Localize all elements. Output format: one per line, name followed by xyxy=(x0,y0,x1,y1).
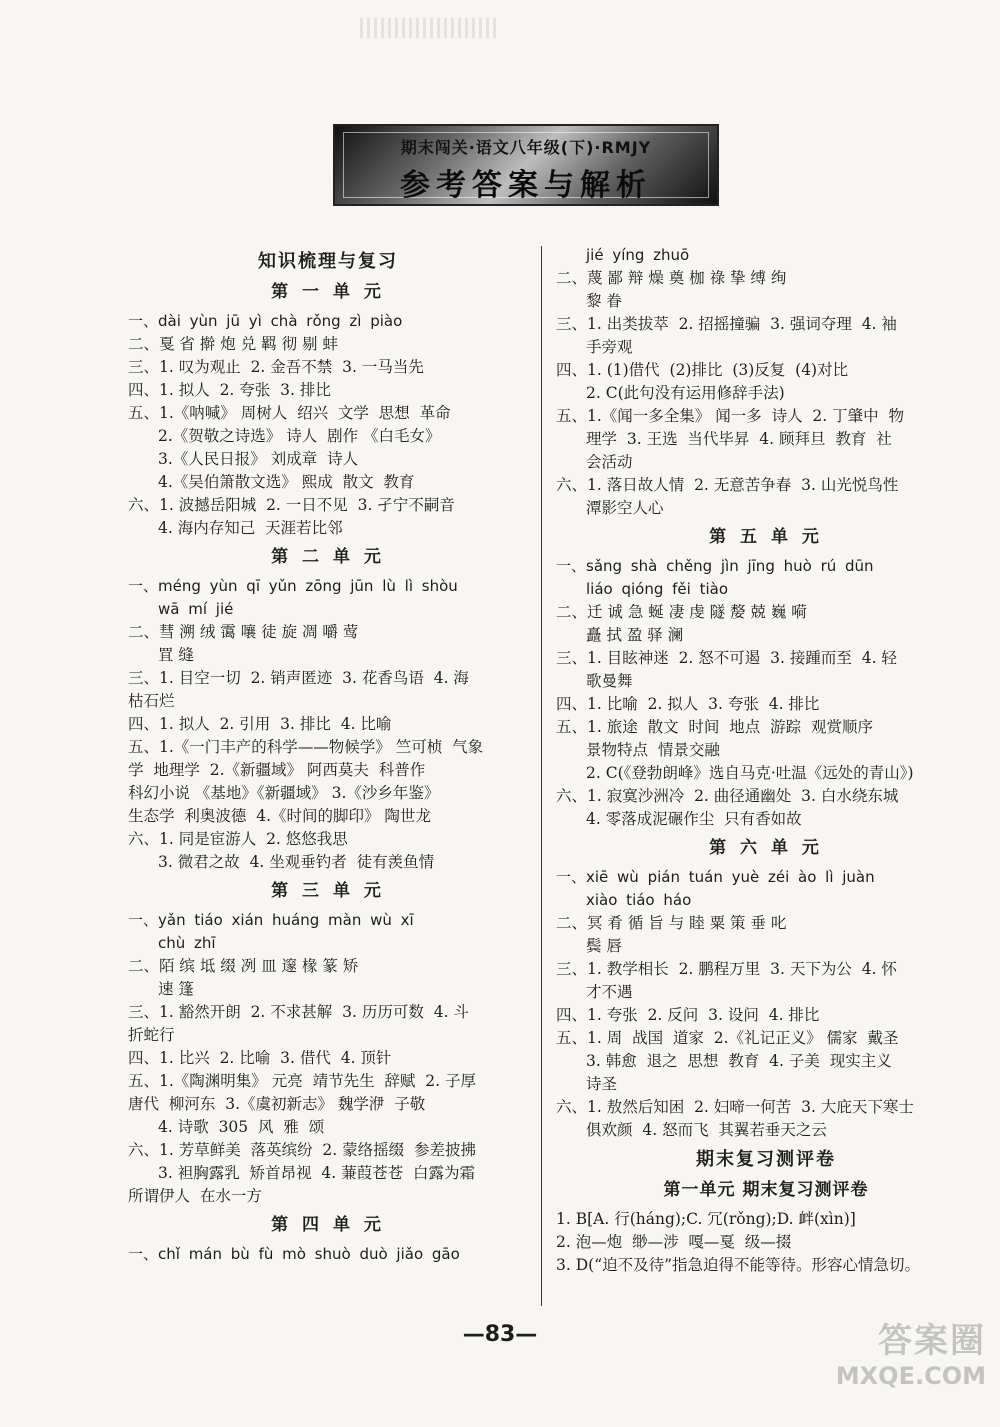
answer-line: 景物特点 情景交融 xyxy=(586,741,720,759)
watermark-logo xyxy=(796,1313,986,1421)
answer-line: 四、1. 比喻 2. 拟人 3. 夸张 4. 排比 xyxy=(556,695,820,713)
unit-title: 第 四 单 元 xyxy=(271,1215,385,1235)
answer-line: 1. B[A. 行(háng);C. 冗(rǒng);D. 衅(xìn)] xyxy=(556,1210,856,1228)
left-column xyxy=(128,244,528,1266)
answer-line: 一、méng yùn qī yǔn zōng jūn lù lì shòu xyxy=(128,577,458,595)
answer-line: 五、1.《一门丰产的科学——物候学》 竺可桢 气象 xyxy=(128,738,484,756)
answer-line: 五、1.《闻一多全集》 闻一多 诗人 2. 丁肇中 物 xyxy=(556,407,904,425)
answer-line: 罝 缝 xyxy=(158,646,194,664)
answer-line: chù zhī xyxy=(158,934,216,952)
scan-artifact xyxy=(360,18,500,38)
answer-line: 四、1. 拟人 2. 夸张 3. 排比 xyxy=(128,381,331,399)
answer-line: 4. 诗歌 305 风 雅 颂 xyxy=(158,1118,325,1136)
answer-line: 科幻小说 《基地》《新疆域》 3.《沙乡年鉴》 xyxy=(128,784,440,802)
answer-line: jié yíng zhuō xyxy=(586,246,690,264)
answer-line: 鬓 唇 xyxy=(586,937,622,955)
answer-line: 2. 泡—炮 缈—涉 嘎—戛 级—掇 xyxy=(556,1233,792,1251)
answer-line: 五、1. 旅途 散文 时间 地点 游踪 观赏顺序 xyxy=(556,718,873,736)
unit-title: 第 二 单 元 xyxy=(271,547,385,567)
answer-line: 歌曼舞 xyxy=(586,672,633,690)
answer-line: 唐代 柳河东 3.《虞初新志》 魏学洢 子敬 xyxy=(128,1095,426,1113)
banner-title: 参考答案与解析 xyxy=(400,168,652,203)
answer-line: 二、迁 诚 急 蜒 凄 虔 隧 嫠 兢 巍 嗬 xyxy=(556,603,807,621)
column-divider xyxy=(541,246,542,1306)
answer-line: 三、1. 教学相长 2. 鹏程万里 3. 天下为公 4. 怀 xyxy=(556,960,897,978)
section-title: 知识梳理与复习 xyxy=(258,251,398,272)
answer-line: 一、xiē wù pián tuán yuè zéi ào lì juàn xyxy=(556,868,875,886)
title-banner xyxy=(333,124,719,206)
answer-line: 五、1.《呐喊》 周树人 绍兴 文学 思想 革命 xyxy=(128,404,451,422)
answer-line: 手旁观 xyxy=(586,338,633,356)
answer-line: 四、1. 比兴 2. 比喻 3. 借代 4. 顶针 xyxy=(128,1049,392,1067)
answer-line: 诗圣 xyxy=(586,1075,618,1093)
answer-line: 六、1. 同是宦游人 2. 悠悠我思 xyxy=(128,830,348,848)
answer-line: 三、1. 目眩神迷 2. 怒不可遏 3. 接踵而至 4. 轻 xyxy=(556,649,897,667)
answer-line: 三、1. 叹为观止 2. 金吾不禁 3. 一马当先 xyxy=(128,358,424,376)
answer-line: 3. D(“迫不及待”指急迫得不能等待。形容心情急切。 xyxy=(556,1256,921,1274)
answer-line: 三、1. 目空一切 2. 销声匿迹 3. 花香鸟语 4. 海 xyxy=(128,669,469,687)
answer-line: 俱欢颜 4. 怒而飞 其翼若垂天之云 xyxy=(586,1121,827,1139)
answer-line: 四、1. 拟人 2. 引用 3. 排比 4. 比喻 xyxy=(128,715,392,733)
subunit-title: 第一单元 期末复习测评卷 xyxy=(663,1180,869,1200)
answer-line: 四、1. 夸张 2. 反问 3. 设问 4. 排比 xyxy=(556,1006,820,1024)
answer-line: 五、1. 周 战国 道家 2.《礼记正义》 儒家 戴圣 xyxy=(556,1029,899,1047)
answer-line: 二、冥 肴 循 旨 与 睦 粟 策 垂 叱 xyxy=(556,914,787,932)
unit-title: 第 五 单 元 xyxy=(709,527,823,547)
answer-line: 2. C(此句没有运用修辞手法) xyxy=(586,384,785,402)
answer-line: 会活动 xyxy=(586,453,633,471)
answer-line: 六、1. 寂寞沙洲冷 2. 曲径通幽处 3. 白水绕东城 xyxy=(556,787,899,805)
watermark-text: 答案圈 xyxy=(878,1321,986,1361)
banner-subtitle: 期末闯关·语文八年级(下)·RMJY xyxy=(400,138,652,157)
answer-line: 一、yǎn tiáo xián huáng màn wù xī xyxy=(128,911,414,929)
answer-line: 枯石烂 xyxy=(128,692,175,710)
answer-line: 潭影空人心 xyxy=(586,499,664,517)
answer-line: 六、1. 落日故人情 2. 无意苦争春 3. 山光悦鸟性 xyxy=(556,476,899,494)
answer-line: 二、彗 溯 绒 霭 嚷 徒 旋 凋 嚼 莺 xyxy=(128,623,359,641)
answer-line: 二、戛 省 擀 炮 兑 羁 彻 剔 蚌 xyxy=(128,335,338,353)
answer-line: 一、sǎng shà chěng jìn jīng huò rú dūn xyxy=(556,557,874,575)
unit-title: 第 六 单 元 xyxy=(709,838,823,858)
answer-line: 学 地理学 2.《新疆域》 阿西莫夫 科普作 xyxy=(128,761,426,779)
answer-line: 矗 拭 盈 驿 澜 xyxy=(586,626,684,644)
answer-line: 才不遇 xyxy=(586,983,633,1001)
answer-line: 一、dài yùn jū yì chà rǒng zì piào xyxy=(128,312,403,330)
answer-line: liáo qióng fěi tiào xyxy=(586,580,728,598)
answer-line: 五、1.《陶渊明集》 元亮 靖节先生 辞赋 2. 子厚 xyxy=(128,1072,476,1090)
answer-line: 3. 微君之故 4. 坐观垂钓者 徒有羡鱼情 xyxy=(158,853,435,871)
answer-line: 4.《吴伯箫散文选》 熙成 散文 教育 xyxy=(158,473,415,491)
answer-line: 所谓伊人 在水一方 xyxy=(128,1187,262,1205)
answer-line: 六、1. 芳草鲜美 落英缤纷 2. 蒙络摇缀 参差披拂 xyxy=(128,1141,476,1159)
answer-line: 3.《人民日报》 刘成章 诗人 xyxy=(158,450,359,468)
answer-line: 2. C(《登勃朗峰》选自马克·吐温《远处的青山》) xyxy=(586,764,914,782)
answer-line: 四、1. (1)借代 (2)排比 (3)反复 (4)对比 xyxy=(556,361,849,379)
answer-line: 4. 零落成泥碾作尘 只有香如故 xyxy=(586,810,802,828)
answer-line: 折蛇行 xyxy=(128,1026,175,1044)
answer-line: 黎 眷 xyxy=(586,292,622,310)
section-title: 期末复习测评卷 xyxy=(696,1149,836,1170)
answer-line: 六、1. 波撼岳阳城 2. 一日不见 3. 孑宁不嗣音 xyxy=(128,496,455,514)
answer-line: 三、1. 出类拔萃 2. 招摇撞骗 3. 强词夺理 4. 袖 xyxy=(556,315,897,333)
answer-line: 二、陌 缤 坻 缀 冽 皿 邃 椽 篆 矫 xyxy=(128,957,359,975)
answer-line: 理学 3. 王选 当代毕昇 4. 顾拜旦 教育 社 xyxy=(586,430,892,448)
unit-title: 第 一 单 元 xyxy=(271,282,385,302)
answer-line: 三、1. 豁然开朗 2. 不求甚解 3. 历历可数 4. 斗 xyxy=(128,1003,469,1021)
unit-title: 第 三 单 元 xyxy=(271,881,385,901)
watermark-url: MXQE.COM xyxy=(835,1362,986,1390)
right-column xyxy=(556,244,976,1277)
answer-line: 3. 袒胸露乳 矫首昂视 4. 蒹葭苍苍 白露为霜 xyxy=(158,1164,475,1182)
answer-line: 一、chǐ mán bù fù mò shuò duò jiǎo gāo xyxy=(128,1245,460,1263)
answer-line: 3. 韩愈 退之 思想 教育 4. 子美 现实主义 xyxy=(586,1052,892,1070)
answer-line: 4. 海内存知己 天涯若比邻 xyxy=(158,519,343,537)
answer-line: 生态学 利奥波德 4.《时间的脚印》 陶世龙 xyxy=(128,807,431,825)
answer-line: xiào tiáo háo xyxy=(586,891,692,909)
answer-line: 2.《贺敬之诗选》 诗人 剧作 《白毛女》 xyxy=(158,427,441,445)
answer-line: 六、1. 敖然后知困 2. 妇啼一何苦 3. 大庇天下寒士 xyxy=(556,1098,914,1116)
answer-line: 二、蔑 鄙 辩 燥 奠 枷 祿 挚 缚 绚 xyxy=(556,269,787,287)
page-number: —83— xyxy=(462,1322,538,1347)
answer-line: 速 篷 xyxy=(158,980,194,998)
answer-line: wā mí jié xyxy=(158,600,234,618)
